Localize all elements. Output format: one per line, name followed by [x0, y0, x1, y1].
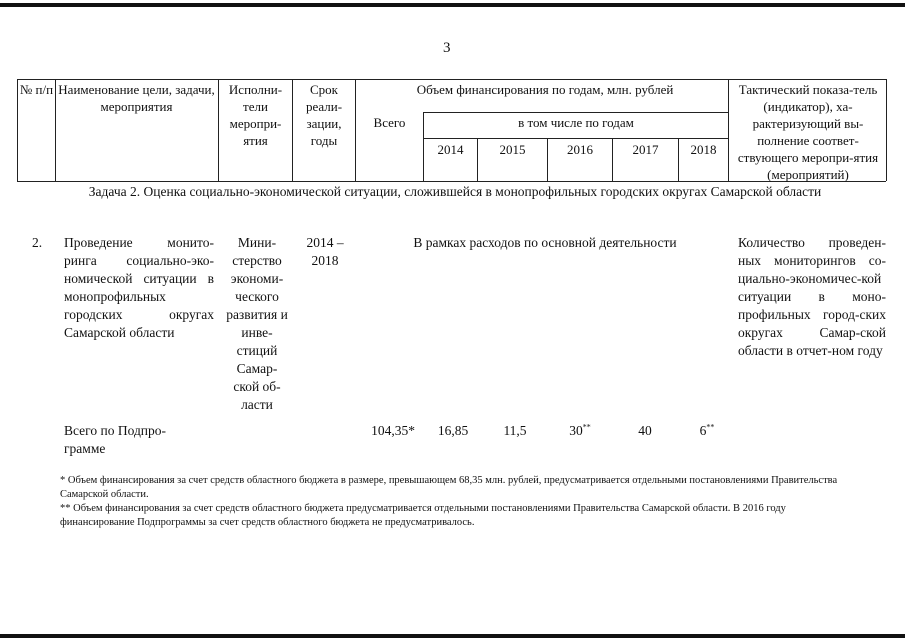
row-number: 2. — [32, 235, 43, 250]
header-year-2017: 2017 — [632, 142, 659, 157]
bottom-border — [0, 634, 905, 638]
header-by-years: в том числе по годам — [518, 115, 634, 130]
header-financing: Объем финансирования по годам, млн. рублей — [416, 82, 674, 97]
header-term: Срок реали-зации, годы — [305, 82, 343, 148]
header-indicator: Тактический показа-тель (индикатор), ха-рактеризующий вы-полнение соответ-ствующего меропри-ятия (мероприятий) — [737, 82, 879, 182]
task-caption: Задача 2. Оценка социально-экономической ситуации, сложившейся в монопрофильных городских округах Самарской области — [88, 184, 822, 199]
top-border — [0, 3, 905, 7]
row-indicator: Количество проведен-ных мониторингов со-циально-экономичес-кой ситуации в моно-профильных город-ских округах Самар-ской области в отчет-ном году — [738, 235, 886, 358]
row-name: Проведение монито-ринга социально-эко-номической ситуации в монопрофильных городских округах Самарской области — [64, 235, 214, 340]
total-2017: 40 — [638, 423, 652, 438]
header-year-2015: 2015 — [499, 142, 526, 157]
header-year-2016: 2016 — [567, 142, 593, 157]
header-name: Наименование цели, задачи, мероприятия — [58, 82, 215, 114]
row-term: 2014 – 2018 — [306, 235, 344, 268]
total-label: Всего по Подпро-грамме — [64, 423, 167, 456]
total-2014: 16,85 — [437, 423, 469, 438]
total-2018: 6** — [699, 422, 715, 438]
header-year-2018: 2018 — [690, 142, 717, 157]
header-year-2014: 2014 — [437, 142, 464, 157]
header-executor: Исполни-тели меропри-ятия — [228, 82, 283, 148]
total-2016: 30** — [569, 422, 591, 438]
footnote-1: * Объем финансирования за счет средств областного бюджета в размере, превышающем 68,35 млн. рублей, предусматривается отдельными постановлениями Правительства Самарской области. — [60, 475, 838, 500]
header-num: № п/п — [19, 82, 54, 97]
footnote-2: ** Объем финансирования за счет средств областного бюджета предусматривается отдельными постановлениями Правительства Самарской области. В 2016 году финансирование Подпрограммы за счет средств областного бюджета не предусматривалось. — [60, 503, 786, 528]
page-number: 3 — [443, 40, 451, 56]
row-executor: Мини-стерство экономи-ческого развития и инве-стиций Самар-ской об-ласти — [226, 235, 288, 412]
row-financing: В рамках расходов по основной деятельности — [413, 235, 677, 250]
header-total: Всего — [373, 115, 406, 130]
total-2015: 11,5 — [503, 423, 527, 438]
total-value: 104,35* — [371, 423, 415, 438]
